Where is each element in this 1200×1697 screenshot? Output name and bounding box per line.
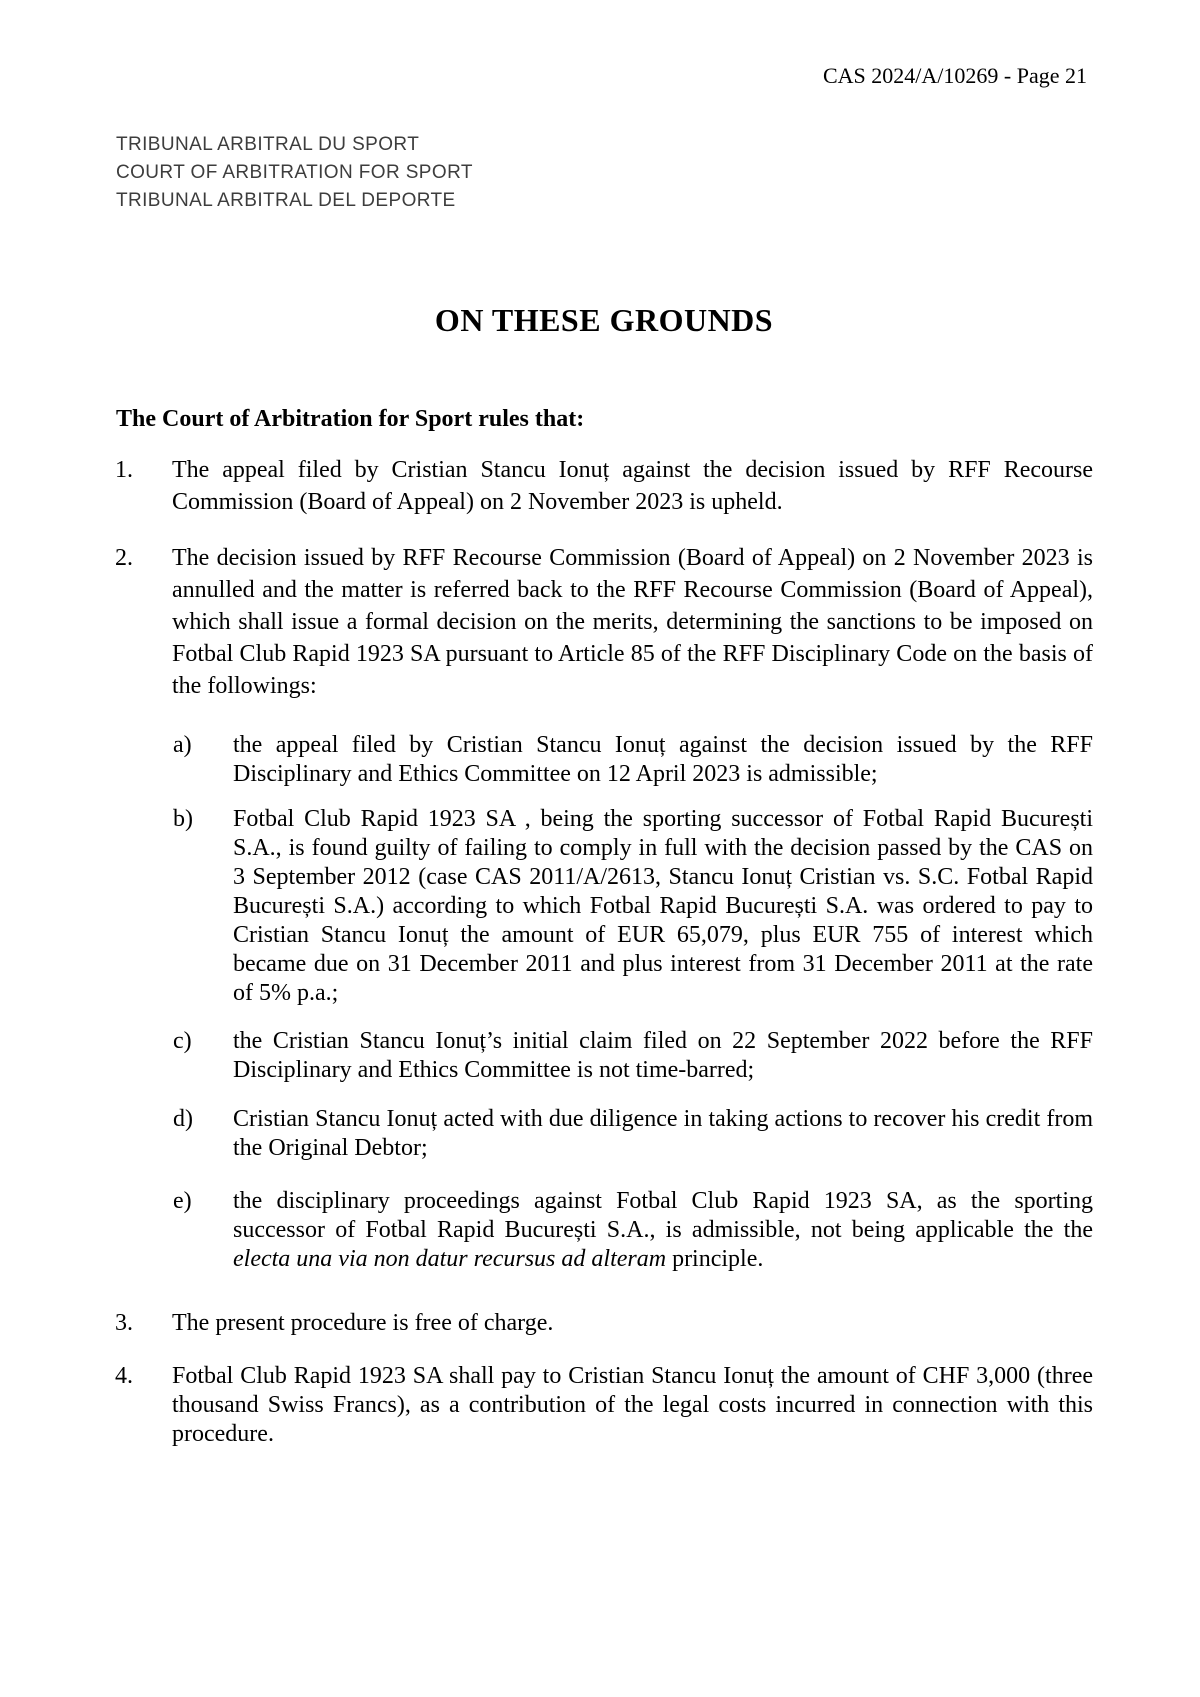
subitem-marker: c): [173, 1028, 192, 1054]
item-text: The decision issued by RFF Recourse Commission (Board of Appeal) on 2 November 2023 is annulled and the matter is referred back to the RFF Recourse Commission (Board of Appeal), which shall issue a formal decision on the merits, determining the sanctions to be imposed on Fotbal Club Rapid 1923 SA pursuant to Article 85 of the RFF Disciplinary Code on the basis of the followings:: [172, 545, 1093, 699]
subitem-marker: d): [173, 1106, 193, 1132]
subitem-text-part: principle.: [666, 1246, 764, 1272]
ruling-subitem-c: [173, 1027, 1093, 1085]
ruling-subitem-d: [173, 1105, 1093, 1163]
letterhead-line-french: TRIBUNAL ARBITRAL DU SPORT: [116, 134, 420, 155]
ruling-item-4: [115, 1362, 1093, 1449]
ruling-subitem-e: [173, 1187, 1093, 1274]
item-marker: 4.: [115, 1363, 133, 1389]
subitem-text: Cristian Stancu Ionuț acted with due diligence in taking actions to recover his credit from the Original Debtor;: [233, 1106, 1093, 1161]
subitem-text: the Cristian Stancu Ionuț’s initial claim filed on 22 September 2022 before the RFF Disciplinary and Ethics Committee is not time-barred;: [233, 1028, 1093, 1083]
item-text: The appeal filed by Cristian Stancu Ionuț against the decision issued by RFF Recourse Commission (Board of Appeal) on 2 November 2023 is upheld.: [172, 457, 1093, 515]
subitem-text-part: the disciplinary proceedings against Fotbal Club Rapid 1923 SA, as the sporting successor of Fotbal Rapid București S.A., is admissible, not being applicable the the: [233, 1188, 1093, 1243]
subitem-text-italic-principle: electa una via non datur recursus ad alteram: [233, 1246, 667, 1272]
ruling-intro: The Court of Arbitration for Sport rules that:: [116, 406, 585, 432]
letterhead-line-spanish: TRIBUNAL ARBITRAL DEL DEPORTE: [116, 190, 456, 211]
subitem-text: [233, 1187, 1093, 1274]
letterhead-line-english: COURT OF ARBITRATION FOR SPORT: [116, 162, 473, 183]
letterhead: [116, 131, 473, 215]
subitem-text: Fotbal Club Rapid 1923 SA , being the sporting successor of Fotbal Rapid București S.A., is found guilty of failing to comply in full with the decision passed by the CAS on 3 September 2012 (case CAS 2011/A/2613, Stancu Ionuț Cristian vs. S.C. Fotbal Rapid București S.A.) according to which Fotbal Rapid București S.A. was ordered to pay to Cristian Stancu Ionuț the amount of EUR 65,079, plus EUR 755 of interest which became due on 31 December 2011 and plus interest from 31 December 2011 at the rate of 5% p.a.;: [233, 806, 1093, 1006]
ruling-subitem-a: [173, 731, 1093, 789]
ruling-item-2: [115, 542, 1093, 702]
subitem-text: the appeal filed by Cristian Stancu Ionuț against the decision issued by the RFF Disciplinary and Ethics Committee on 12 April 2023 is admissible;: [233, 732, 1093, 787]
subitem-marker: e): [173, 1188, 192, 1214]
item-marker: 1.: [115, 457, 133, 483]
subitem-marker: a): [173, 732, 192, 758]
item-marker: 3.: [115, 1310, 133, 1336]
page-header-case-ref: CAS 2024/A/10269 - Page 21: [823, 63, 1087, 88]
item-marker: 2.: [115, 545, 133, 571]
document-title: ON THESE GROUNDS: [434, 302, 774, 338]
ruling-item-1: [115, 454, 1093, 518]
subitem-marker: b): [173, 806, 193, 832]
item-text: The present procedure is free of charge.: [172, 1310, 554, 1336]
item-text: Fotbal Club Rapid 1923 SA shall pay to Cristian Stancu Ionuț the amount of CHF 3,000 (three thousand Swiss Francs), as a contribution of the legal costs incurred in connection with this procedure.: [172, 1363, 1093, 1447]
ruling-item-3: [115, 1307, 1093, 1339]
ruling-subitem-b: [173, 805, 1093, 1008]
